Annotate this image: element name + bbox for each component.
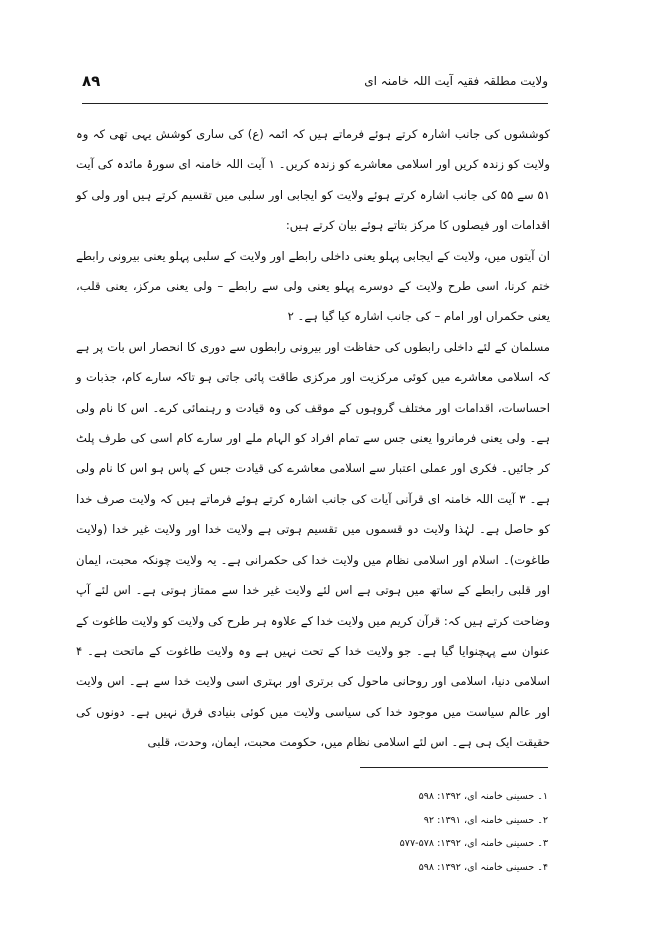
body-text xyxy=(76,119,550,758)
paragraph: کوششوں کی جانب اشارہ کرتے ہوئے فرماتے ہیں کہ ائمہ (ع) کی ساری کوشش یہی تھی کہ وہ ولایت کو زندہ کریں اور اسلامی معاشرے کو زندہ کریں۔ ۱ آیت اللہ خامنہ ای سورۂ مائدہ کی آیت ۵۱ سے ۵۵ کی جانب اشارہ کرتے ہوئے ولایت کو ایجابی اور سلبی میں تقسیم کرتے ہیں اور ولی کو اقدامات اور فیصلوں کا مرکز بتاتے ہوئے بیان کرتے ہیں: xyxy=(76,127,551,233)
page-number: ۸۹ xyxy=(82,72,101,90)
paragraph: مسلمان کے لئے داخلی رابطوں کی حفاظت اور بیرونی رابطوں سے دوری کا انحصار اس بات پر ہے کہ اسلامی معاشرے میں کوئی مرکزیت اور مرکزی طاقت پائی جاتی ہو تاکہ سارے کام، جذبات و احساسات، اقدامات اور مختلف گروہوں کے موقف کی وہ قیادت و رہنمائی کرے۔ اس کا نام ولی ہے۔ ولی یعنی فرمانروا یعنی جس سے تمام افراد کو الہام ملے اور سارے کام اسی کی طرف پلٹ کر جائیں۔ فکری اور عملی اعتبار سے اسلامی معاشرے کی قیادت جس کے پاس ہو اس کا نام ولی ہے۔ ۳ آیت اللہ خامنہ ای قرآنی آیات کی جانب اشارہ کرتے ہوئے فرماتے ہیں کہ ولایت صرف خدا کو حاصل ہے۔ لہٰذا ولایت دو قسموں میں تقسیم ہوتی ہے ولایت خدا اور ولایت غیر خدا (ولایت طاغوت)۔ اسلام اور اسلامی نظام میں ولایت خدا کی حکمرانی ہے۔ یہ ولایت چونکہ محبت، ایمان اور قلبی رابطے کے ساتھ میں ہوتی ہے اس لئے ولایت غیر خدا سے ممتاز ہوتی ہے۔ اس لئے آپ وضاحت کرتے ہیں کہ: قرآن کریم میں ولایت خدا کے علاوہ ہر طرح کی ولایت کو ولایت طاغوت کے عنوان سے پہچنوایا گیا ہے۔ جو ولایت خدا کے تحت نہیں ہے وہ ولایت طاغوت کے ماتحت ہے۔ ۴ اسلامی دنیا، اسلامی اور روحانی ماحول کی برتری اور بہتری اسی ولایت خدا سے ہے۔ اس ولایت اور عالم سیاست میں موجود خدا کی سیاسی ولایت میں کوئی بنیادی فرق نہیں ہے۔ دونوں کی حقیقت ایک ہی ہے۔ اس لئے اسلامی نظام میں، حکومت محبت، ایمان، وحدت، قلبی xyxy=(76,339,550,750)
footnote: ۳۔ حسینی خامنہ ای، ۱۳۹۲: ۵۷۸-۵۷۷ xyxy=(399,838,548,849)
footnote: ۲۔ حسینی خامنہ ای، ۱۳۹۱: ۹۲ xyxy=(423,814,548,826)
footnotes xyxy=(360,785,548,879)
running-title: ولایت مطلقہ فقیہ آیت اللہ خامنہ ای xyxy=(364,74,548,88)
footnote-rule xyxy=(360,767,548,768)
footnote: ۱۔ حسینی خامنہ ای، ۱۳۹۲: ۵۹۸ xyxy=(418,791,548,802)
footnote: ۴۔ حسینی خامنہ ای، ۱۳۹۲: ۵۹۸ xyxy=(418,861,548,873)
header-rule xyxy=(82,103,548,104)
page-header xyxy=(82,68,548,98)
paragraph: ان آیتوں میں، ولایت کے ایجابی پہلو یعنی داخلی رابطے اور ولایت کے سلبی پہلو یعنی بیرونی رابطے ختم کرنا، اسی طرح ولایت کے دوسرے پہلو یعنی ولی سے رابطے – ولی یعنی مرکز، یعنی قلب، یعنی حکمراں اور امام – کی جانب اشارہ کیا گیا ہے۔ ۲ xyxy=(76,248,550,324)
